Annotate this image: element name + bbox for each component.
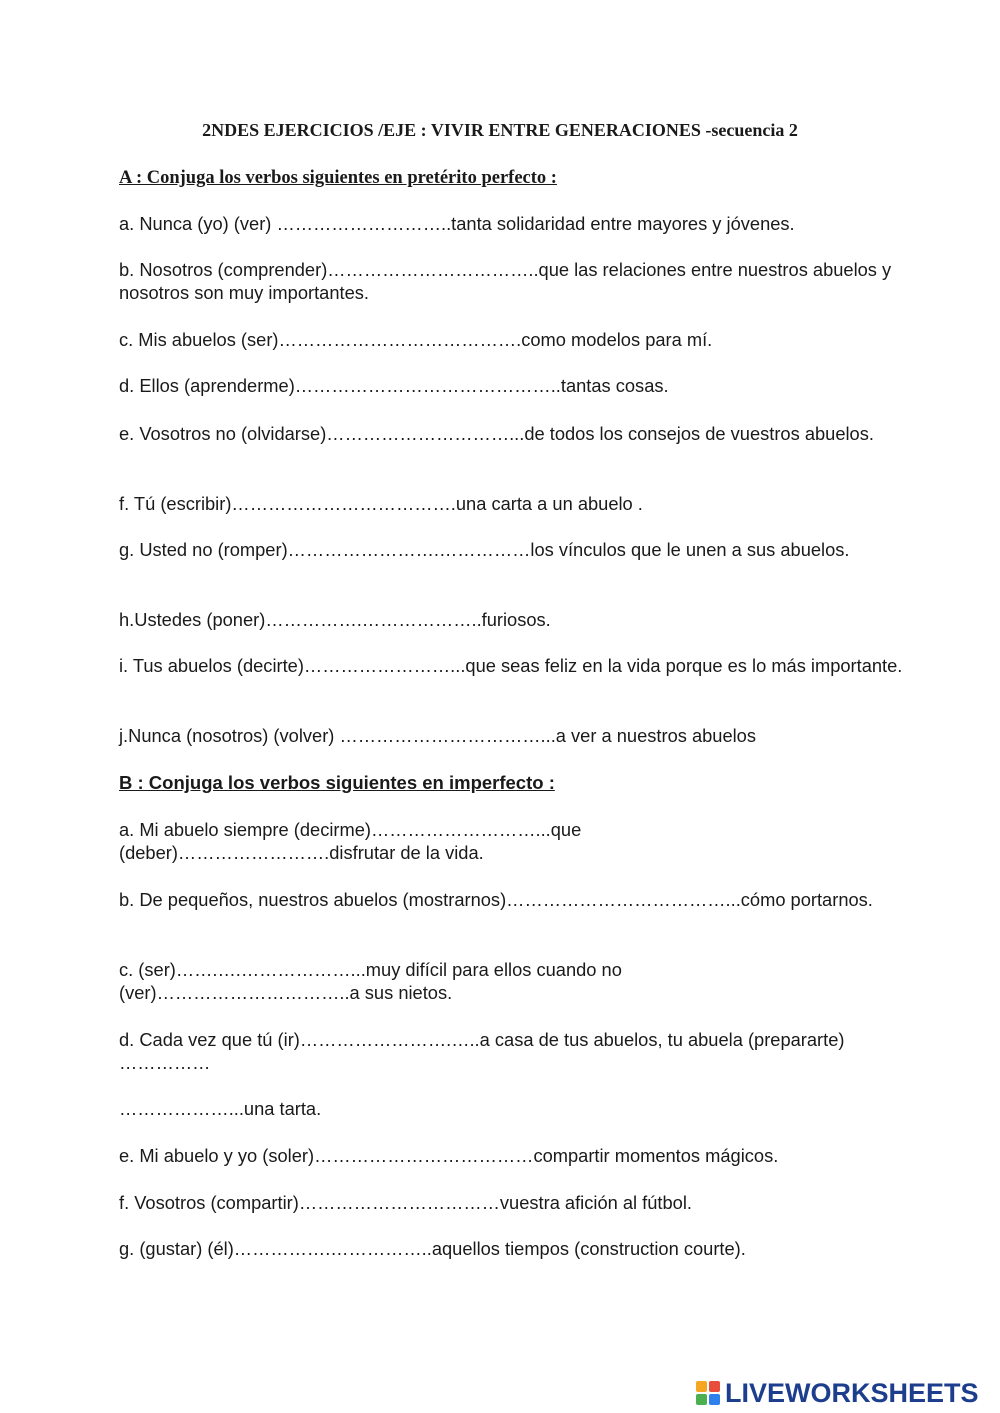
logo-text: LIVEWORKSHEETS <box>725 1378 979 1408</box>
exercise-a-item-c: c. Mis abuelos (ser)………………………………….como modelos para mí. <box>119 329 713 350</box>
exercise-b-item-d-continued: ………………...una tarta. <box>119 1098 322 1119</box>
exercise-a-item-a: a. Nunca (yo) (ver) ………………………..tanta solidaridad entre mayores y jóvenes. <box>119 213 795 234</box>
exercise-a-item-f: f. Tú (escribir)……………………………….una carta a un abuelo . <box>119 493 643 514</box>
section-b-heading: B : Conjuga los verbos siguientes en imperfecto : <box>119 772 555 793</box>
exercise-a-item-i: i. Tus abuelos (decirte)……………………...que seas feliz en la vida porque es lo más importante. <box>119 655 903 676</box>
exercise-a-item-b: b. Nosotros (comprender)……………………………..que las relaciones entre nuestros abuelos y nosotros son muy importantes. <box>119 259 897 303</box>
exercise-b-item-a: a. Mi abuelo siempre (decirme)………………………...que (deber)…………………….disfrutar de la vida. <box>119 819 582 863</box>
exercise-b-item-d: d. Cada vez que tú (ir)…………………….…..a casa de tus abuelos, tu abuela (prepararte) …………… <box>119 1029 850 1073</box>
exercise-b-item-f: f. Vosotros (compartir)……………………………vuestra afición al fútbol. <box>119 1192 692 1213</box>
section-a-heading: A : Conjuga los verbos siguientes en pretérito perfecto : <box>119 168 557 188</box>
liveworksheets-logo-icon <box>696 1381 720 1405</box>
liveworksheets-logo[interactable] <box>696 1378 979 1408</box>
exercise-a-item-d: d. Ellos (aprenderme)……………………………………..tantas cosas. <box>119 375 669 396</box>
page-title: 2NDES EJERCICIOS /EJE : VIVIR ENTRE GENERACIONES -secuencia 2 <box>202 120 798 140</box>
exercise-b-item-c: c. (ser)…….….………………...muy difícil para ellos cuando no (ver)…………………………..a sus nietos. <box>119 959 622 1003</box>
exercise-b-item-b: b. De pequeños, nuestros abuelos (mostrarnos)………………………………...cómo portarnos. <box>119 889 873 910</box>
exercise-a-item-h: h.Ustedes (poner)…………….………………..furiosos. <box>119 609 551 630</box>
exercise-b-item-e: e. Mi abuelo y yo (soler)………………………………compartir momentos mágicos. <box>119 1145 779 1166</box>
exercise-a-item-e: e. Vosotros no (olvidarse)…………………………...de todos los consejos de vuestros abuelos. <box>119 423 874 444</box>
exercise-b-item-g: g. (gustar) (él)…………….……………..aquellos tiempos (construction courte). <box>119 1238 746 1259</box>
exercise-a-item-j: j.Nunca (nosotros) (volver) ……………………………...a ver a nuestros abuelos <box>119 725 756 746</box>
exercise-a-item-g: g. Usted no (romper)…………………….……………los vínculos que le unen a sus abuelos. <box>119 539 850 560</box>
